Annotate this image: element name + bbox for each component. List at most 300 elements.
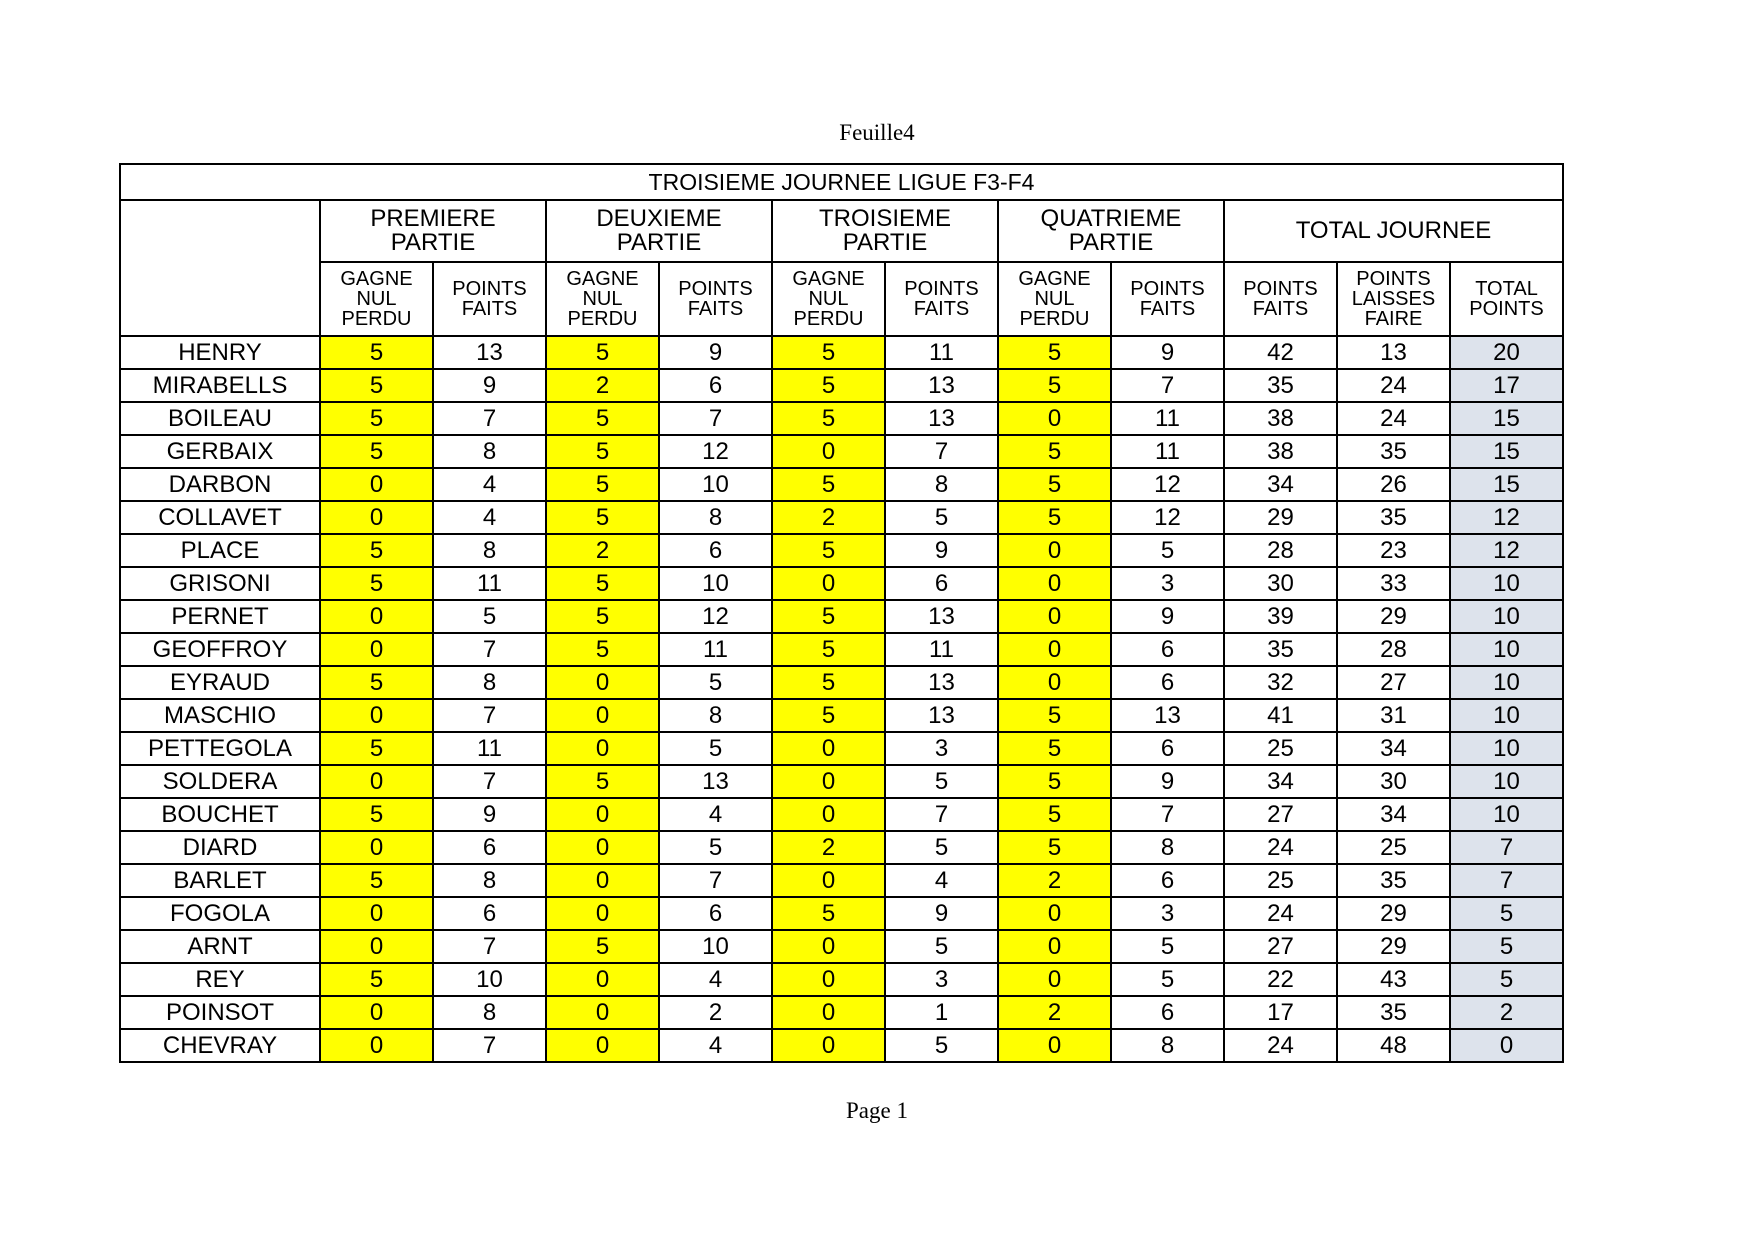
result-partie-2: 5 [546, 336, 659, 369]
table-row [120, 831, 1563, 864]
player-name: BOUCHET [120, 798, 320, 831]
sub-header-total-points-laisses: POINTS LAISSES FAIRE [1337, 262, 1450, 336]
total-points: 0 [1450, 1029, 1563, 1062]
result-partie-4: 0 [998, 897, 1111, 930]
result-partie-4: 0 [998, 930, 1111, 963]
total-points: 10 [1450, 732, 1563, 765]
blank-corner-cell [120, 200, 320, 336]
points-partie-2: 9 [659, 336, 772, 369]
points-partie-1: 7 [433, 699, 546, 732]
total-points-laisses: 35 [1337, 435, 1450, 468]
total-points-faits: 25 [1224, 732, 1337, 765]
table-row [120, 963, 1563, 996]
points-partie-2: 11 [659, 633, 772, 666]
result-partie-2: 5 [546, 567, 659, 600]
points-partie-4: 6 [1111, 633, 1224, 666]
player-name: HENRY [120, 336, 320, 369]
result-partie-3: 0 [772, 1029, 885, 1062]
points-partie-4: 9 [1111, 765, 1224, 798]
result-partie-4: 0 [998, 402, 1111, 435]
player-name: MIRABELLS [120, 369, 320, 402]
table-row [120, 930, 1563, 963]
result-partie-1: 0 [320, 1029, 433, 1062]
player-name: ARNT [120, 930, 320, 963]
total-points-faits: 35 [1224, 369, 1337, 402]
points-partie-4: 6 [1111, 864, 1224, 897]
player-name: GRISONI [120, 567, 320, 600]
result-partie-1: 0 [320, 501, 433, 534]
points-partie-1: 4 [433, 501, 546, 534]
points-partie-2: 5 [659, 666, 772, 699]
total-points: 15 [1450, 468, 1563, 501]
group-header-partie-1: PREMIERE PARTIE [320, 200, 546, 262]
points-partie-2: 12 [659, 435, 772, 468]
total-points: 2 [1450, 996, 1563, 1029]
points-partie-2: 10 [659, 567, 772, 600]
total-points-laisses: 43 [1337, 963, 1450, 996]
points-partie-4: 12 [1111, 501, 1224, 534]
points-partie-1: 4 [433, 468, 546, 501]
result-partie-4: 0 [998, 567, 1111, 600]
result-partie-3: 0 [772, 864, 885, 897]
points-partie-2: 13 [659, 765, 772, 798]
result-partie-1: 5 [320, 864, 433, 897]
result-partie-1: 5 [320, 336, 433, 369]
total-points-faits: 32 [1224, 666, 1337, 699]
result-partie-2: 5 [546, 402, 659, 435]
points-partie-1: 11 [433, 732, 546, 765]
result-partie-3: 5 [772, 666, 885, 699]
points-partie-4: 12 [1111, 468, 1224, 501]
result-partie-4: 5 [998, 765, 1111, 798]
points-partie-2: 8 [659, 501, 772, 534]
result-partie-1: 5 [320, 666, 433, 699]
total-points-laisses: 26 [1337, 468, 1450, 501]
points-partie-3: 4 [885, 864, 998, 897]
table-row [120, 666, 1563, 699]
table-row [120, 435, 1563, 468]
total-points-laisses: 13 [1337, 336, 1450, 369]
sub-header-result-3: GAGNE NUL PERDU [772, 262, 885, 336]
points-partie-2: 6 [659, 369, 772, 402]
points-partie-2: 4 [659, 798, 772, 831]
points-partie-4: 5 [1111, 534, 1224, 567]
total-points-faits: 27 [1224, 930, 1337, 963]
player-name: PERNET [120, 600, 320, 633]
total-points-faits: 42 [1224, 336, 1337, 369]
sub-header-result-4: GAGNE NUL PERDU [998, 262, 1111, 336]
total-points-faits: 35 [1224, 633, 1337, 666]
points-partie-3: 9 [885, 897, 998, 930]
total-points-laisses: 33 [1337, 567, 1450, 600]
points-partie-4: 11 [1111, 435, 1224, 468]
result-partie-3: 5 [772, 600, 885, 633]
total-points-faits: 17 [1224, 996, 1337, 1029]
total-points-faits: 30 [1224, 567, 1337, 600]
result-partie-4: 5 [998, 501, 1111, 534]
points-partie-1: 11 [433, 567, 546, 600]
result-partie-1: 5 [320, 798, 433, 831]
sub-header-result-1: GAGNE NUL PERDU [320, 262, 433, 336]
points-partie-3: 13 [885, 699, 998, 732]
total-points: 12 [1450, 501, 1563, 534]
total-points-laisses: 35 [1337, 501, 1450, 534]
result-partie-2: 0 [546, 1029, 659, 1062]
table-row [120, 732, 1563, 765]
total-points-laisses: 29 [1337, 897, 1450, 930]
page-number: Page 1 [846, 1098, 908, 1123]
points-partie-3: 11 [885, 336, 998, 369]
result-partie-1: 0 [320, 633, 433, 666]
result-partie-1: 0 [320, 699, 433, 732]
result-partie-2: 0 [546, 897, 659, 930]
result-partie-3: 0 [772, 963, 885, 996]
points-partie-3: 1 [885, 996, 998, 1029]
points-partie-4: 3 [1111, 567, 1224, 600]
table-row [120, 600, 1563, 633]
points-partie-2: 7 [659, 864, 772, 897]
result-partie-4: 0 [998, 666, 1111, 699]
result-partie-3: 5 [772, 336, 885, 369]
points-partie-3: 3 [885, 732, 998, 765]
sub-header-row [120, 262, 1563, 336]
result-partie-3: 0 [772, 567, 885, 600]
player-name: GEOFFROY [120, 633, 320, 666]
player-name: MASCHIO [120, 699, 320, 732]
sub-header-total-points: TOTAL POINTS [1450, 262, 1563, 336]
total-points: 10 [1450, 633, 1563, 666]
points-partie-1: 6 [433, 897, 546, 930]
total-points-laisses: 24 [1337, 402, 1450, 435]
result-partie-2: 2 [546, 369, 659, 402]
player-name: GERBAIX [120, 435, 320, 468]
result-partie-4: 5 [998, 369, 1111, 402]
total-points: 12 [1450, 534, 1563, 567]
result-partie-1: 5 [320, 567, 433, 600]
player-name: DARBON [120, 468, 320, 501]
result-partie-3: 5 [772, 699, 885, 732]
player-name: DIARD [120, 831, 320, 864]
total-points: 7 [1450, 831, 1563, 864]
points-partie-1: 10 [433, 963, 546, 996]
result-partie-3: 2 [772, 831, 885, 864]
total-points: 15 [1450, 435, 1563, 468]
result-partie-1: 0 [320, 765, 433, 798]
points-partie-1: 7 [433, 633, 546, 666]
result-partie-4: 5 [998, 831, 1111, 864]
total-points-faits: 22 [1224, 963, 1337, 996]
points-partie-3: 5 [885, 831, 998, 864]
points-partie-2: 2 [659, 996, 772, 1029]
result-partie-3: 0 [772, 930, 885, 963]
points-partie-2: 10 [659, 468, 772, 501]
total-points: 10 [1450, 666, 1563, 699]
result-partie-1: 5 [320, 963, 433, 996]
total-points-laisses: 29 [1337, 930, 1450, 963]
points-partie-1: 9 [433, 369, 546, 402]
total-points-faits: 27 [1224, 798, 1337, 831]
table-row [120, 336, 1563, 369]
total-points-faits: 24 [1224, 831, 1337, 864]
points-partie-1: 8 [433, 864, 546, 897]
table-row [120, 534, 1563, 567]
total-points-faits: 25 [1224, 864, 1337, 897]
result-partie-4: 5 [998, 699, 1111, 732]
points-partie-2: 10 [659, 930, 772, 963]
points-partie-2: 12 [659, 600, 772, 633]
total-points-faits: 34 [1224, 765, 1337, 798]
standings-table [119, 163, 1564, 1063]
points-partie-2: 7 [659, 402, 772, 435]
result-partie-1: 0 [320, 831, 433, 864]
result-partie-4: 0 [998, 600, 1111, 633]
table-row [120, 897, 1563, 930]
points-partie-3: 13 [885, 600, 998, 633]
table-row [120, 1029, 1563, 1062]
total-points: 20 [1450, 336, 1563, 369]
group-header-partie-4: QUATRIEME PARTIE [998, 200, 1224, 262]
result-partie-2: 0 [546, 699, 659, 732]
points-partie-3: 11 [885, 633, 998, 666]
total-points-faits: 41 [1224, 699, 1337, 732]
points-partie-1: 9 [433, 798, 546, 831]
result-partie-4: 2 [998, 864, 1111, 897]
result-partie-4: 5 [998, 732, 1111, 765]
points-partie-2: 5 [659, 732, 772, 765]
total-points-laisses: 23 [1337, 534, 1450, 567]
result-partie-4: 0 [998, 1029, 1111, 1062]
points-partie-4: 3 [1111, 897, 1224, 930]
total-points-faits: 24 [1224, 1029, 1337, 1062]
result-partie-2: 0 [546, 864, 659, 897]
points-partie-4: 9 [1111, 336, 1224, 369]
total-points: 5 [1450, 897, 1563, 930]
group-header-total-journee: TOTAL JOURNEE [1224, 200, 1563, 262]
player-name: EYRAUD [120, 666, 320, 699]
points-partie-1: 8 [433, 435, 546, 468]
total-points-faits: 24 [1224, 897, 1337, 930]
points-partie-2: 8 [659, 699, 772, 732]
total-points: 5 [1450, 930, 1563, 963]
points-partie-1: 6 [433, 831, 546, 864]
sub-header-points-2: POINTS FAITS [659, 262, 772, 336]
total-points-laisses: 48 [1337, 1029, 1450, 1062]
result-partie-1: 0 [320, 930, 433, 963]
player-name: REY [120, 963, 320, 996]
result-partie-2: 0 [546, 798, 659, 831]
total-points-laisses: 35 [1337, 864, 1450, 897]
points-partie-3: 13 [885, 666, 998, 699]
result-partie-4: 0 [998, 633, 1111, 666]
points-partie-1: 7 [433, 1029, 546, 1062]
total-points: 10 [1450, 798, 1563, 831]
result-partie-2: 5 [546, 633, 659, 666]
sub-header-points-3: POINTS FAITS [885, 262, 998, 336]
player-name: BOILEAU [120, 402, 320, 435]
points-partie-2: 4 [659, 1029, 772, 1062]
result-partie-1: 5 [320, 732, 433, 765]
total-points-laisses: 29 [1337, 600, 1450, 633]
result-partie-1: 5 [320, 534, 433, 567]
result-partie-1: 5 [320, 402, 433, 435]
points-partie-3: 13 [885, 402, 998, 435]
points-partie-3: 8 [885, 468, 998, 501]
player-name: FOGOLA [120, 897, 320, 930]
result-partie-2: 0 [546, 963, 659, 996]
points-partie-1: 13 [433, 336, 546, 369]
table-row [120, 402, 1563, 435]
points-partie-3: 3 [885, 963, 998, 996]
player-name: CHEVRAY [120, 1029, 320, 1062]
total-points-laisses: 34 [1337, 798, 1450, 831]
result-partie-2: 0 [546, 666, 659, 699]
points-partie-3: 7 [885, 798, 998, 831]
total-points: 7 [1450, 864, 1563, 897]
result-partie-2: 2 [546, 534, 659, 567]
points-partie-4: 11 [1111, 402, 1224, 435]
total-points: 17 [1450, 369, 1563, 402]
result-partie-1: 0 [320, 468, 433, 501]
points-partie-2: 6 [659, 897, 772, 930]
points-partie-4: 6 [1111, 732, 1224, 765]
result-partie-2: 0 [546, 831, 659, 864]
result-partie-2: 5 [546, 435, 659, 468]
result-partie-1: 0 [320, 996, 433, 1029]
result-partie-4: 5 [998, 468, 1111, 501]
result-partie-3: 0 [772, 435, 885, 468]
result-partie-2: 5 [546, 501, 659, 534]
result-partie-1: 0 [320, 600, 433, 633]
points-partie-4: 8 [1111, 1029, 1224, 1062]
result-partie-2: 5 [546, 600, 659, 633]
table-row [120, 501, 1563, 534]
result-partie-4: 5 [998, 435, 1111, 468]
result-partie-2: 0 [546, 732, 659, 765]
player-name: POINSOT [120, 996, 320, 1029]
points-partie-1: 7 [433, 765, 546, 798]
result-partie-3: 5 [772, 369, 885, 402]
table-row [120, 765, 1563, 798]
total-points: 15 [1450, 402, 1563, 435]
table-row [120, 798, 1563, 831]
group-header-partie-2: DEUXIEME PARTIE [546, 200, 772, 262]
total-points-faits: 28 [1224, 534, 1337, 567]
points-partie-4: 9 [1111, 600, 1224, 633]
result-partie-4: 2 [998, 996, 1111, 1029]
total-points-laisses: 30 [1337, 765, 1450, 798]
points-partie-1: 8 [433, 666, 546, 699]
points-partie-4: 5 [1111, 963, 1224, 996]
points-partie-1: 8 [433, 534, 546, 567]
points-partie-3: 6 [885, 567, 998, 600]
points-partie-3: 5 [885, 765, 998, 798]
total-points: 10 [1450, 567, 1563, 600]
result-partie-4: 5 [998, 798, 1111, 831]
points-partie-1: 8 [433, 996, 546, 1029]
total-points-laisses: 24 [1337, 369, 1450, 402]
points-partie-3: 5 [885, 1029, 998, 1062]
player-name: COLLAVET [120, 501, 320, 534]
points-partie-3: 13 [885, 369, 998, 402]
result-partie-2: 5 [546, 930, 659, 963]
table-row [120, 567, 1563, 600]
table-row [120, 864, 1563, 897]
result-partie-4: 5 [998, 336, 1111, 369]
sub-header-points-1: POINTS FAITS [433, 262, 546, 336]
total-points-faits: 38 [1224, 402, 1337, 435]
points-partie-1: 7 [433, 930, 546, 963]
total-points: 10 [1450, 765, 1563, 798]
total-points-laisses: 34 [1337, 732, 1450, 765]
table-title: TROISIEME JOURNEE LIGUE F3-F4 [120, 164, 1563, 200]
points-partie-3: 5 [885, 501, 998, 534]
player-name: PLACE [120, 534, 320, 567]
points-partie-3: 9 [885, 534, 998, 567]
total-points-faits: 39 [1224, 600, 1337, 633]
points-partie-4: 5 [1111, 930, 1224, 963]
player-name: PETTEGOLA [120, 732, 320, 765]
result-partie-4: 0 [998, 963, 1111, 996]
points-partie-4: 6 [1111, 996, 1224, 1029]
table-row [120, 369, 1563, 402]
result-partie-3: 5 [772, 534, 885, 567]
result-partie-3: 5 [772, 468, 885, 501]
points-partie-2: 4 [659, 963, 772, 996]
total-points-faits: 34 [1224, 468, 1337, 501]
group-header-partie-3: TROISIEME PARTIE [772, 200, 998, 262]
result-partie-3: 0 [772, 798, 885, 831]
player-name: SOLDERA [120, 765, 320, 798]
points-partie-1: 7 [433, 402, 546, 435]
points-partie-4: 7 [1111, 369, 1224, 402]
table-row [120, 699, 1563, 732]
table-row [120, 468, 1563, 501]
total-points-laisses: 28 [1337, 633, 1450, 666]
result-partie-1: 5 [320, 435, 433, 468]
result-partie-4: 0 [998, 534, 1111, 567]
points-partie-2: 6 [659, 534, 772, 567]
sub-header-result-2: GAGNE NUL PERDU [546, 262, 659, 336]
result-partie-3: 5 [772, 633, 885, 666]
sub-header-points-4: POINTS FAITS [1111, 262, 1224, 336]
table-row [120, 996, 1563, 1029]
result-partie-2: 5 [546, 765, 659, 798]
points-partie-1: 5 [433, 600, 546, 633]
total-points: 5 [1450, 963, 1563, 996]
result-partie-1: 5 [320, 369, 433, 402]
points-partie-4: 6 [1111, 666, 1224, 699]
total-points-laisses: 31 [1337, 699, 1450, 732]
result-partie-3: 2 [772, 501, 885, 534]
total-points: 10 [1450, 600, 1563, 633]
result-partie-1: 0 [320, 897, 433, 930]
total-points-faits: 38 [1224, 435, 1337, 468]
points-partie-4: 13 [1111, 699, 1224, 732]
total-points-laisses: 27 [1337, 666, 1450, 699]
table-row [120, 633, 1563, 666]
result-partie-3: 5 [772, 402, 885, 435]
total-points: 10 [1450, 699, 1563, 732]
player-name: BARLET [120, 864, 320, 897]
result-partie-2: 0 [546, 996, 659, 1029]
result-partie-3: 0 [772, 765, 885, 798]
total-points-faits: 29 [1224, 501, 1337, 534]
result-partie-3: 5 [772, 897, 885, 930]
result-partie-3: 0 [772, 996, 885, 1029]
points-partie-4: 8 [1111, 831, 1224, 864]
points-partie-4: 7 [1111, 798, 1224, 831]
sub-header-total-points-faits: POINTS FAITS [1224, 262, 1337, 336]
